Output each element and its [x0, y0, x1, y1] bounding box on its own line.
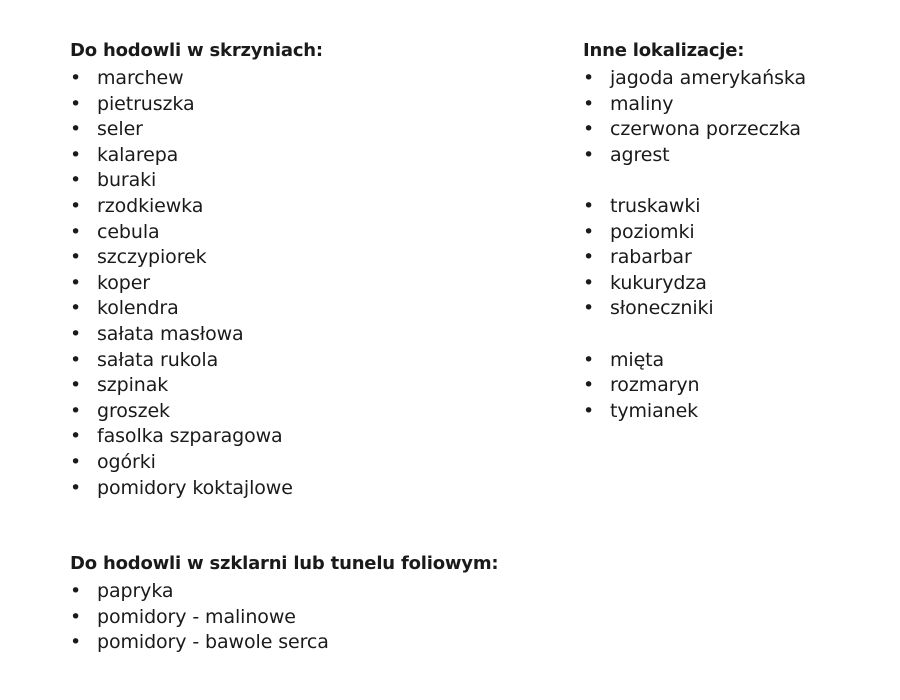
list-item-label: truskawki: [610, 194, 701, 217]
list-item: [583, 245, 806, 271]
list-item-label: fasolka szparagowa: [97, 425, 283, 448]
bullet-icon: •: [70, 425, 82, 448]
list-item-label: maliny: [610, 92, 674, 115]
list-spacer: [583, 322, 806, 348]
bullet-icon: •: [583, 297, 595, 320]
bullet-icon: •: [70, 322, 82, 345]
list-item: [70, 168, 323, 194]
bullet-icon: •: [583, 271, 595, 294]
list-item-label: kalarepa: [97, 143, 179, 166]
plant-list: [70, 66, 323, 501]
list-item: [583, 194, 806, 220]
list-item-label: pietruszka: [97, 92, 195, 115]
bullet-icon: •: [70, 246, 82, 269]
list-item-label: cebula: [97, 220, 160, 243]
bullet-icon: •: [70, 605, 82, 628]
list-item: [583, 348, 806, 374]
list-item: [70, 450, 323, 476]
list-item-label: szpinak: [97, 374, 169, 397]
list-item: [70, 399, 323, 425]
bullet-icon: •: [583, 143, 595, 166]
list-item: [583, 66, 806, 92]
section-heading: Inne lokalizacje:: [583, 40, 745, 61]
list-item-label: papryka: [97, 580, 174, 602]
list-item-label: kolendra: [97, 297, 179, 320]
list-item: [70, 630, 498, 656]
list-item: [70, 373, 323, 399]
bullet-icon: •: [70, 399, 82, 422]
list-item-label: sałata masłowa: [97, 322, 244, 345]
bullet-icon: •: [583, 246, 595, 269]
bullet-icon: •: [70, 631, 82, 654]
list-item-label: mięta: [610, 348, 665, 371]
list-item: [70, 92, 323, 118]
list-item: [70, 348, 323, 374]
bullet-icon: •: [70, 67, 82, 89]
list-item-label: pomidory koktajlowe: [97, 476, 293, 499]
list-item-label: szczypiorek: [97, 246, 207, 269]
list-item: [583, 92, 806, 118]
list-item: [70, 245, 323, 271]
bullet-icon: •: [70, 220, 82, 243]
list-item: [70, 296, 323, 322]
bullet-icon: •: [583, 118, 595, 141]
bullet-icon: •: [70, 348, 82, 371]
list-item-label: tymianek: [610, 399, 699, 422]
bullet-icon: •: [70, 476, 82, 499]
list-item: [70, 220, 323, 246]
list-item: [70, 117, 323, 143]
list-item: [583, 220, 806, 246]
list-item-label: czerwona porzeczka: [610, 118, 801, 141]
list-item: [583, 296, 806, 322]
list-item-label: kukurydza: [610, 271, 707, 294]
bullet-icon: •: [583, 67, 595, 89]
list-item-label: sałata rukola: [97, 348, 219, 371]
list-item: [70, 194, 323, 220]
bullet-icon: •: [70, 143, 82, 166]
bullet-icon: •: [70, 92, 82, 115]
list-item: [70, 322, 323, 348]
list-item-label: rabarbar: [610, 246, 692, 269]
list-item-label: ogórki: [97, 450, 156, 473]
list-item-label: rzodkiewka: [97, 194, 204, 217]
list-item-label: jagoda amerykańska: [610, 67, 807, 89]
bullet-icon: •: [70, 118, 82, 141]
list-item-label: pomidory - bawole serca: [97, 631, 329, 654]
bullet-icon: •: [70, 450, 82, 473]
list-item: [70, 424, 323, 450]
list-item: [583, 143, 806, 169]
plant-list: [70, 579, 498, 656]
list-item: [70, 143, 323, 169]
bullet-icon: •: [70, 374, 82, 397]
bullet-icon: •: [583, 348, 595, 371]
list-item-label: rozmaryn: [610, 374, 700, 397]
list-item-label: buraki: [97, 169, 157, 192]
bullet-icon: •: [583, 220, 595, 243]
bullet-icon: •: [70, 271, 82, 294]
section-greenhouse-gardening: [70, 553, 498, 656]
section-heading: Do hodowli w skrzyniach:: [70, 40, 323, 61]
section-heading: Do hodowli w szklarni lub tunelu foliowym:: [70, 553, 499, 574]
list-item: [583, 399, 806, 425]
list-item: [70, 476, 323, 502]
list-item-label: seler: [97, 118, 143, 141]
plant-list: [583, 66, 806, 424]
bullet-icon: •: [583, 374, 595, 397]
list-item-label: koper: [97, 271, 151, 294]
list-item-label: pomidory - malinowe: [97, 605, 296, 628]
list-item: [70, 605, 498, 631]
list-item: [583, 271, 806, 297]
list-spacer: [583, 168, 806, 194]
list-item-label: marchew: [97, 67, 184, 89]
list-item-label: agrest: [610, 143, 670, 166]
section-other-locations: [583, 40, 806, 424]
list-item: [70, 66, 323, 92]
list-item-label: groszek: [97, 399, 170, 422]
bullet-icon: •: [583, 399, 595, 422]
list-item: [583, 117, 806, 143]
section-box-gardening: [70, 40, 323, 501]
bullet-icon: •: [70, 297, 82, 320]
bullet-icon: •: [70, 169, 82, 192]
bullet-icon: •: [70, 194, 82, 217]
list-item: [70, 271, 323, 297]
bullet-icon: •: [583, 194, 595, 217]
bullet-icon: •: [70, 580, 82, 602]
bullet-icon: •: [583, 92, 595, 115]
list-item-label: słoneczniki: [610, 297, 714, 320]
list-item-label: poziomki: [610, 220, 695, 243]
list-item: [583, 373, 806, 399]
list-item: [70, 579, 498, 605]
